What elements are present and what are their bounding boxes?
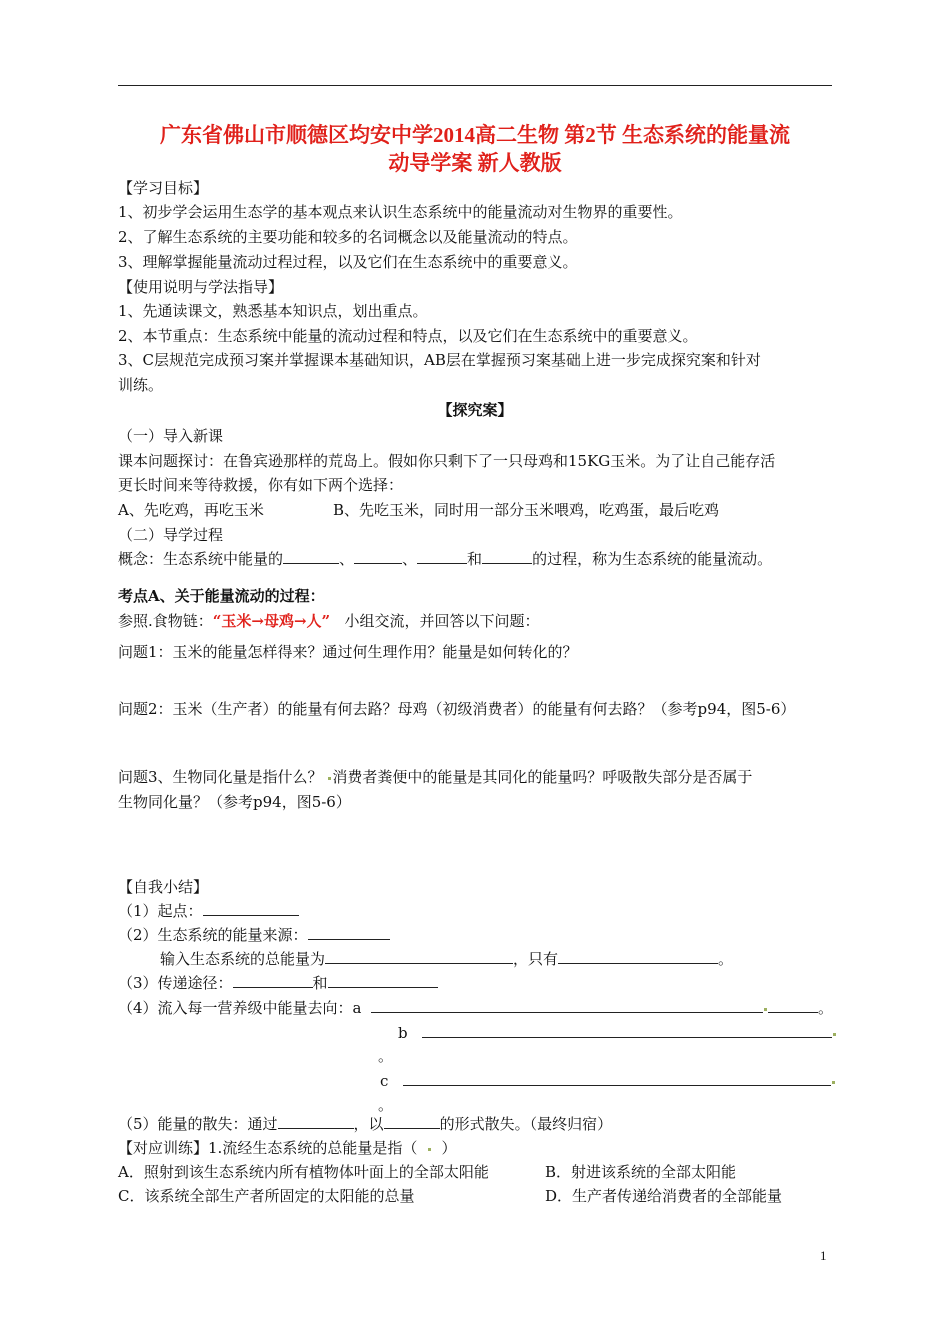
summary-path <box>118 972 438 994</box>
concept-line <box>118 548 772 570</box>
guide-heading: 【使用说明与学法指导】 <box>118 278 284 296</box>
summary-loss <box>118 1113 612 1135</box>
goal-item-3: 3、理解掌握能量流动过程过程，以及它们在生态系统中的重要意义。 <box>118 253 578 271</box>
total-energy-end: 。 <box>718 950 734 968</box>
concept-sep-1: 、 <box>339 550 355 568</box>
question-2: 问题2：玉米（生产者）的能量有何去路？母鸡（初级消费者）的能量有何去路？（参考p94，图5-6） <box>118 700 796 718</box>
training-question-1-end: ） <box>441 1139 457 1157</box>
question-3-part-b: 消费者粪便中的能量是其同化的能量吗？呼吸散失部分是否属于 <box>332 768 753 786</box>
only-blank[interactable] <box>558 949 718 964</box>
concept-blank-3[interactable] <box>417 549 467 564</box>
training-line <box>118 1137 456 1159</box>
question-3-line-1 <box>118 766 752 788</box>
option-a: A．照射到该生态系统内所有植物体叶面上的全部太阳能 <box>118 1163 489 1181</box>
summary-total-energy <box>160 948 733 970</box>
option-c: C．该系统全部生产者所固定的太阳能的总量 <box>118 1187 415 1205</box>
total-energy-label: 输入生态系统的总能量为 <box>160 950 326 968</box>
loss-label: （5）能量的散失：通过 <box>118 1115 278 1133</box>
food-chain: “玉米→母鸡→人” <box>212 612 331 630</box>
intro-text-1: 课本问题探讨：在鲁宾逊那样的荒岛上。假如你只剩下了一只母鸡和15KG玉米。为了让自己能存活 <box>118 452 776 470</box>
explore-heading: 【探究案】 <box>437 401 513 419</box>
destination-b-blank[interactable] <box>422 1023 832 1038</box>
loss-blank-2[interactable] <box>384 1114 440 1129</box>
food-chain-prefix: 参照.食物链： <box>118 612 213 630</box>
summary-source <box>118 924 390 946</box>
summary-source-label: （2）生态系统的能量来源： <box>118 926 308 944</box>
goals-heading: 【学习目标】 <box>118 179 209 197</box>
choice-a: A、先吃鸡，再吃玉米 <box>118 501 264 519</box>
training-question-1: 1.流经生态系统的总能量是指（ <box>208 1139 418 1157</box>
marker-dot <box>328 777 331 780</box>
summary-destination-a <box>118 997 833 1019</box>
choice-b: B、先吃玉米，同时用一部分玉米喂鸡，吃鸡蛋，最后吃鸡 <box>333 501 720 519</box>
page-number: 1 <box>820 1248 827 1263</box>
guide-item-1: 1、先通读课文，熟悉基本知识点，划出重点。 <box>118 302 428 320</box>
summary-start-label: （1）起点： <box>118 902 203 920</box>
guide-item-4: 训练。 <box>118 376 164 394</box>
source-blank[interactable] <box>308 925 390 940</box>
guide-item-2: 2、本节重点：生态系统中能量的流动过程和特点，以及它们在生态系统中的重要意义。 <box>118 327 698 345</box>
marker-dot <box>832 1081 835 1084</box>
goal-item-2: 2、了解生态系统的主要功能和较多的名词概念以及能量流动的特点。 <box>118 228 578 246</box>
destination-a-blank[interactable] <box>371 998 763 1013</box>
question-1: 问题1：玉米的能量怎样得来？通过何生理作用？能量是如何转化的？ <box>118 643 578 661</box>
loss-mid: ，以 <box>353 1115 384 1133</box>
destination-c-blank[interactable] <box>403 1071 831 1086</box>
loss-suffix: 的形式散失。（最终归宿） <box>439 1115 613 1133</box>
summary-heading: 【自我小结】 <box>118 878 209 896</box>
option-d: D．生产者传递给消费者的全部能量 <box>545 1187 783 1205</box>
start-blank[interactable] <box>203 901 299 916</box>
title-line-2: 动导学案 新人教版 <box>388 151 562 175</box>
path-blank-2[interactable] <box>328 973 438 988</box>
concept-blank-4[interactable] <box>482 549 532 564</box>
concept-prefix: 概念：生态系统中能量的 <box>118 550 284 568</box>
destination-a-end: 。 <box>818 999 834 1017</box>
food-chain-suffix: 小组交流，并回答以下问题： <box>344 612 540 630</box>
option-b: B．射进该系统的全部太阳能 <box>545 1163 737 1181</box>
path-blank-1[interactable] <box>233 973 313 988</box>
training-heading: 【对应训练】 <box>118 1139 209 1157</box>
summary-destination-b <box>398 1022 837 1044</box>
loss-blank-1[interactable] <box>278 1114 354 1129</box>
total-energy-blank[interactable] <box>325 949 513 964</box>
intro-heading: （一）导入新课 <box>118 427 224 445</box>
only-label: ，只有 <box>513 950 559 968</box>
title-line-1: 广东省佛山市顺德区均安中学2014高二生物 第2节 生态系统的能量流 <box>160 123 790 147</box>
marker-dot <box>428 1148 431 1151</box>
question-3-part-a: 问题3、生物同化量是指什么？ <box>118 768 323 786</box>
destination-c-label: c <box>380 1072 389 1090</box>
guide-item-3: 3、C层规范完成预习案并掌握课本基础知识，AB层在掌握预习案基础上进一步完成探究案和针对 <box>118 351 761 369</box>
marker-dot <box>833 1033 836 1036</box>
concept-and: 和 <box>467 550 483 568</box>
concept-blank-2[interactable] <box>354 549 402 564</box>
summary-destination-c <box>380 1070 836 1092</box>
intro-text-2: 更长时间来等待救援，你有如下两个选择： <box>118 476 404 494</box>
question-3-line-2: 生物同化量？（参考p94，图5-6） <box>118 793 351 811</box>
marker-dot <box>764 1008 767 1011</box>
goal-item-1: 1、初步学会运用生态学的基本观点来认识生态系统中的能量流动对生物界的重要性。 <box>118 203 683 221</box>
destination-label: （4）流入每一营养级中能量去向：a <box>118 999 362 1017</box>
summary-start <box>118 900 299 922</box>
concept-sep-2: 、 <box>402 550 418 568</box>
destination-a-blank-2[interactable] <box>768 998 818 1013</box>
header-rule <box>118 85 832 86</box>
point-a-heading: 考点A、关于能量流动的过程： <box>118 587 325 605</box>
path-and: 和 <box>312 974 328 992</box>
concept-suffix: 的过程，称为生态系统的能量流动。 <box>532 550 773 568</box>
destination-b-period: 。 <box>378 1047 394 1065</box>
process-heading: （二）导学过程 <box>118 526 224 544</box>
destination-c-period: 。 <box>378 1096 394 1114</box>
concept-blank-1[interactable] <box>283 549 339 564</box>
destination-b-label: b <box>398 1024 408 1042</box>
food-chain-line <box>118 610 540 632</box>
path-label: （3）传递途径： <box>118 974 233 992</box>
